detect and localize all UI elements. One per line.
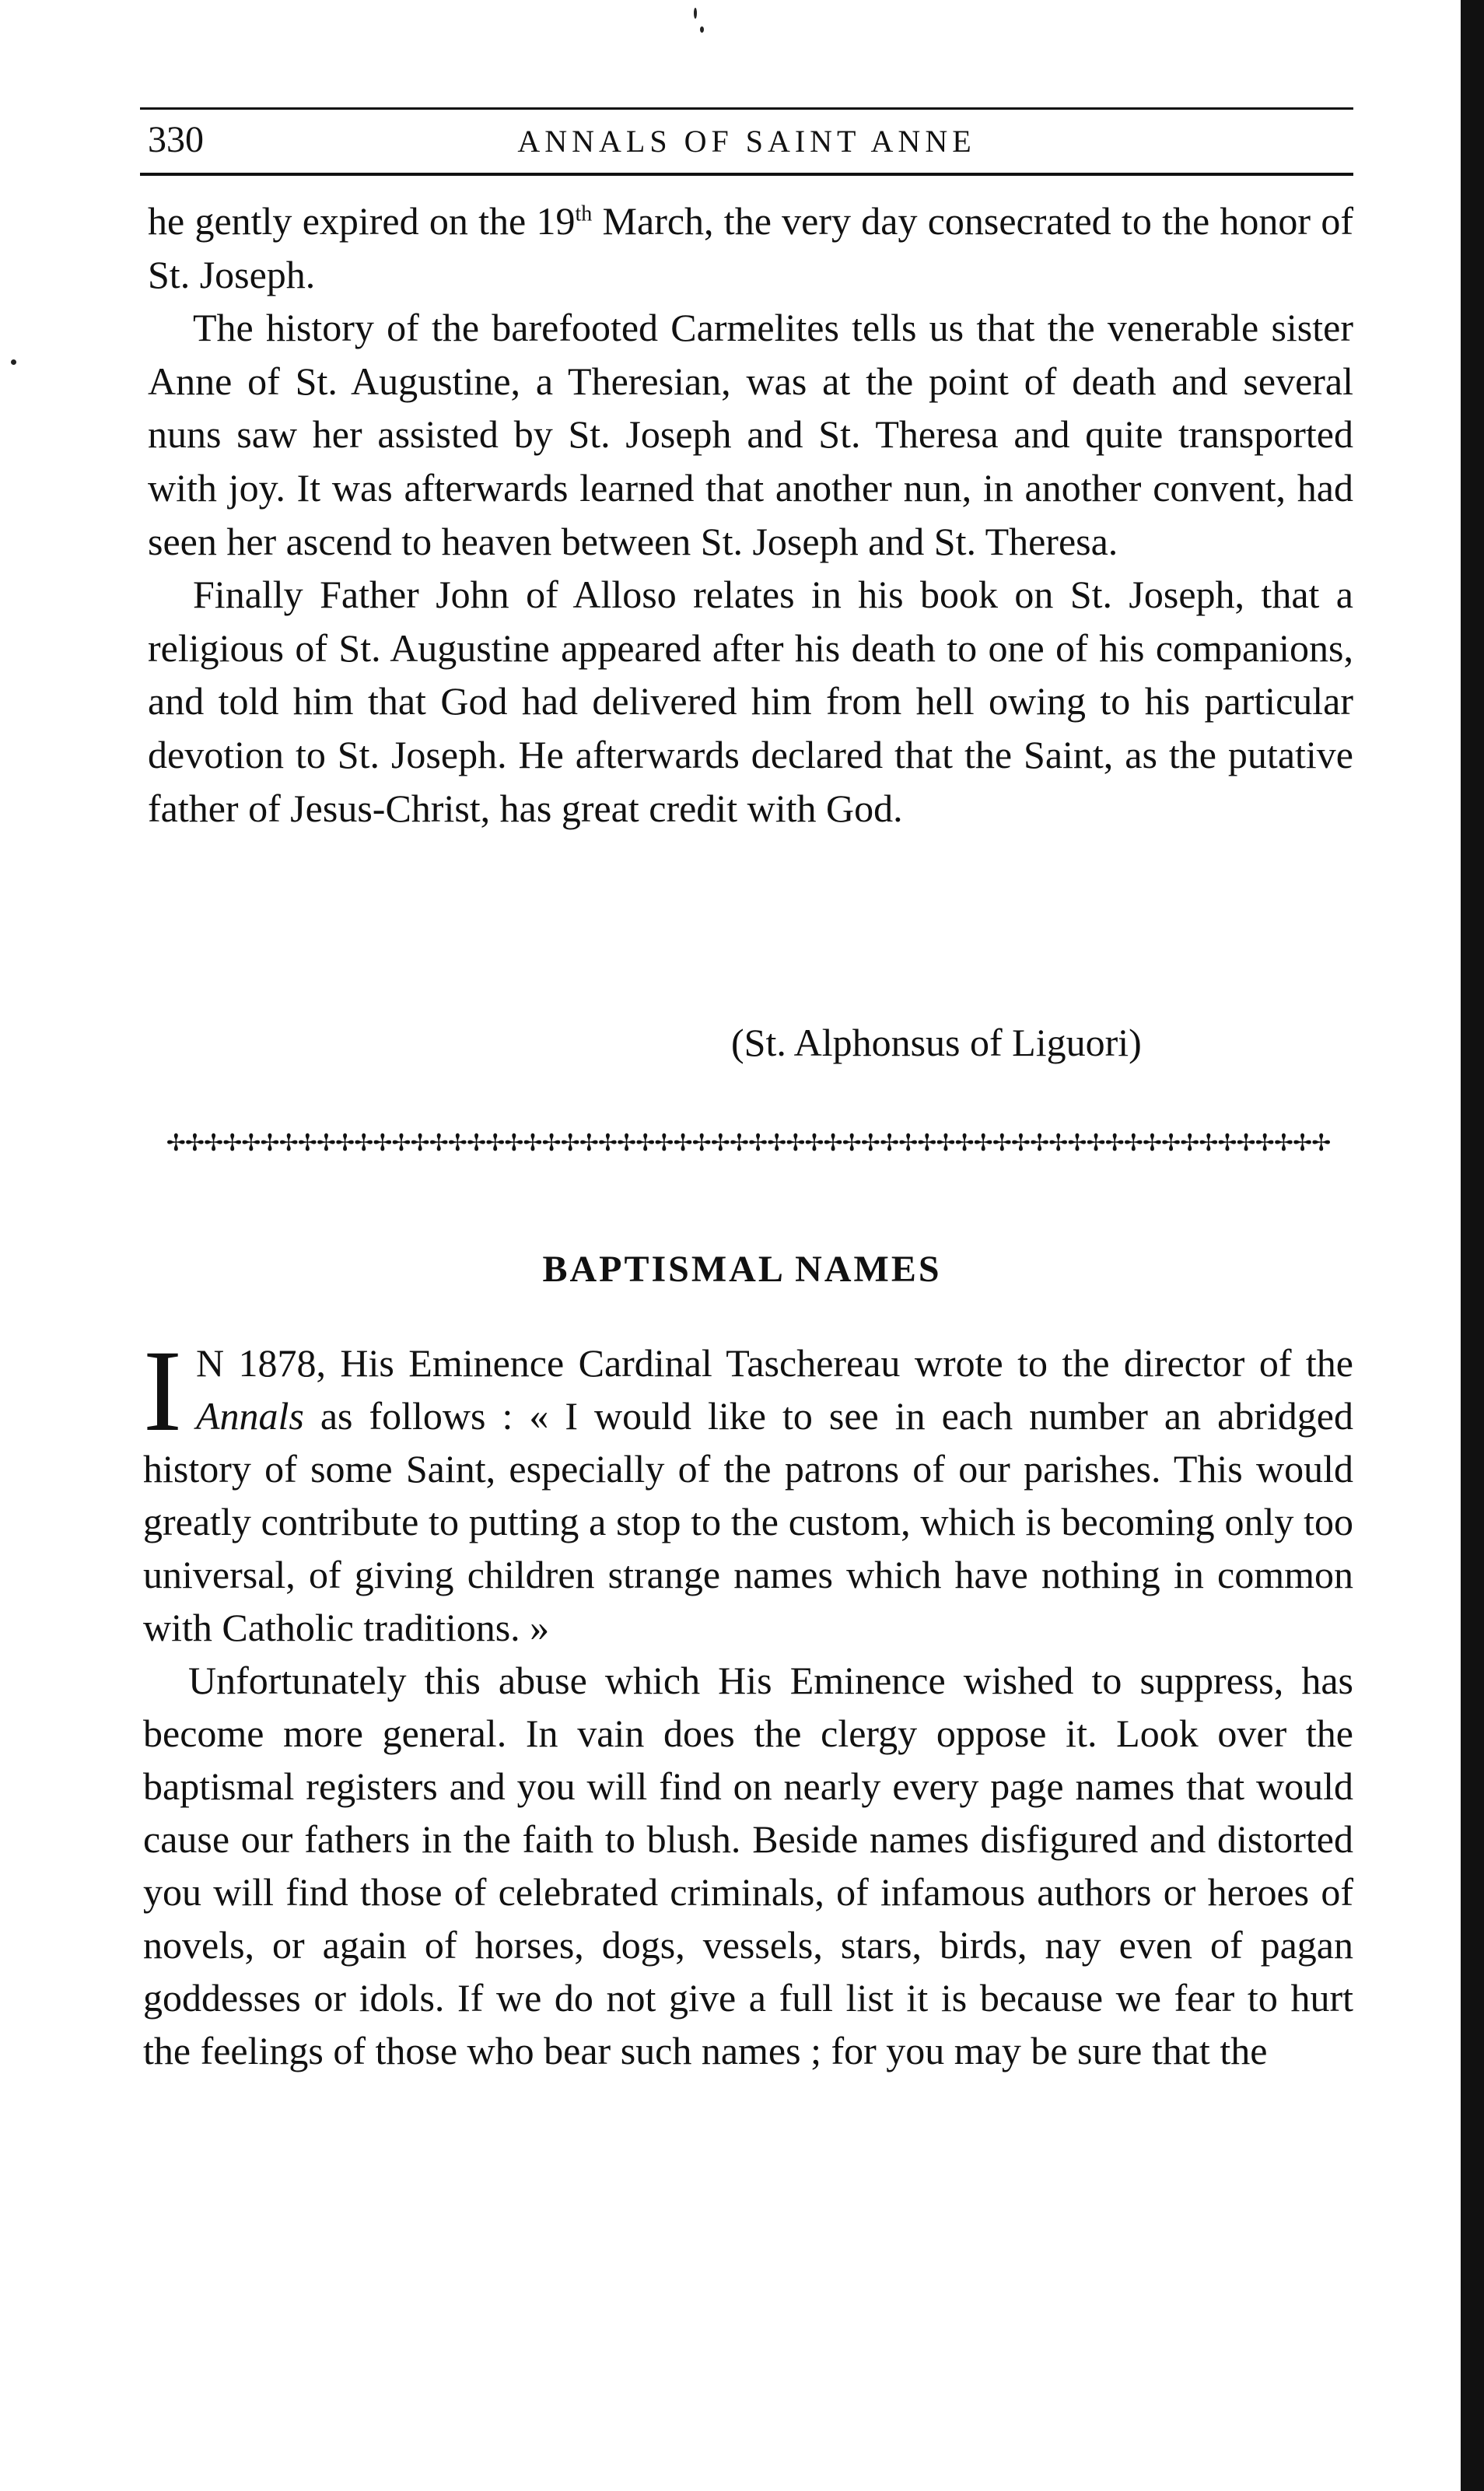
paragraph-text: N 1878, His Eminence Cardinal Taschereau wrote to the director of the xyxy=(195,1341,1353,1385)
header-rule-bottom xyxy=(140,173,1353,176)
section-title: BAPTISMAL NAMES xyxy=(542,1249,942,1290)
paragraph-continued xyxy=(148,194,1353,301)
ink-speck xyxy=(700,26,704,33)
ordinal-superscript: th xyxy=(575,201,593,226)
page-edge-shadow xyxy=(1461,0,1484,2491)
paragraph-text: March, the very day consecrated to the honor of St. Joseph. xyxy=(148,199,1353,296)
baptismal-names-text xyxy=(143,1326,1353,2077)
paragraph-carmelites: The history of the barefooted Carmelites tells us that the venerable sister Anne of St. Augustine, a Theresian, was at the point of death and several nuns saw her assisted by St. Joseph and St. Theresa and quite transported with joy. It was afterwards learned that another nun, in another convent, had seen her ascend to heaven between St. Joseph and St. Theresa. xyxy=(148,306,1353,563)
continued-text xyxy=(148,194,1353,835)
page-header xyxy=(140,117,1353,179)
drop-cap: I xyxy=(143,1326,182,1456)
annals-title-italic: Annals xyxy=(195,1394,304,1438)
paragraph-unfortunately: Unfortunately this abuse which His Eminence wished to suppress, has become more general. In vain does the clergy oppose it. Look over the baptismal registers and you will find on nearly every page names that would cause our fathers in the faith to blush. Beside names disfigured and distorted you will find those of celebrated criminals, of infamous authors or heroes of novels, or again of horses, dogs, vessels, stars, birds, nay even of pagan goddesses or idols. If we do not give a full list it is because we fear to hurt the feelings of those who bear such names ; for you may be sure that the xyxy=(143,1659,1353,2072)
paragraph-text: he gently expired on the 19 xyxy=(148,199,576,243)
attribution: (St. Alphonsus of Liguori) xyxy=(731,1021,1142,1064)
running-head: ANNALS OF SAINT ANNE xyxy=(517,124,976,159)
header-rule-top xyxy=(140,107,1353,110)
ink-speck xyxy=(11,359,16,365)
paragraph-taschereau xyxy=(143,1326,1353,1654)
page-number: 330 xyxy=(148,119,204,160)
paragraph-alloso: Finally Father John of Alloso relates in his book on St. Joseph, that a religious of St. Augustine appeared after his death to one of his companions, and told him that God had delivered him from hell owing to his particular devotion to St. Joseph. He afterwards declared that the Saint, as the putative father of Jesus-Christ, has great credit with God. xyxy=(148,573,1353,830)
ornamental-divider: ✢✢✢✢✢✢✢✢✢✢✢✢✢✢✢✢✢✢✢✢✢✢✢✢✢✢✢✢✢✢✢✢✢✢✢✢✢✢✢✢✢✢✢✢✢✢✢✢✢✢✢✢✢✢✢✢✢✢✢✢✢✢ xyxy=(166,1130,1331,1157)
ink-speck xyxy=(694,8,697,19)
paragraph-text: as follows : « I would like to see in each number an abridged history of some Saint, especially of the patrons of our parishes. This would greatly contribute to putting a stop to the custom, which is becoming only too universal, of giving children strange names which have nothing in common with Catholic traditions. » xyxy=(143,1394,1353,1649)
